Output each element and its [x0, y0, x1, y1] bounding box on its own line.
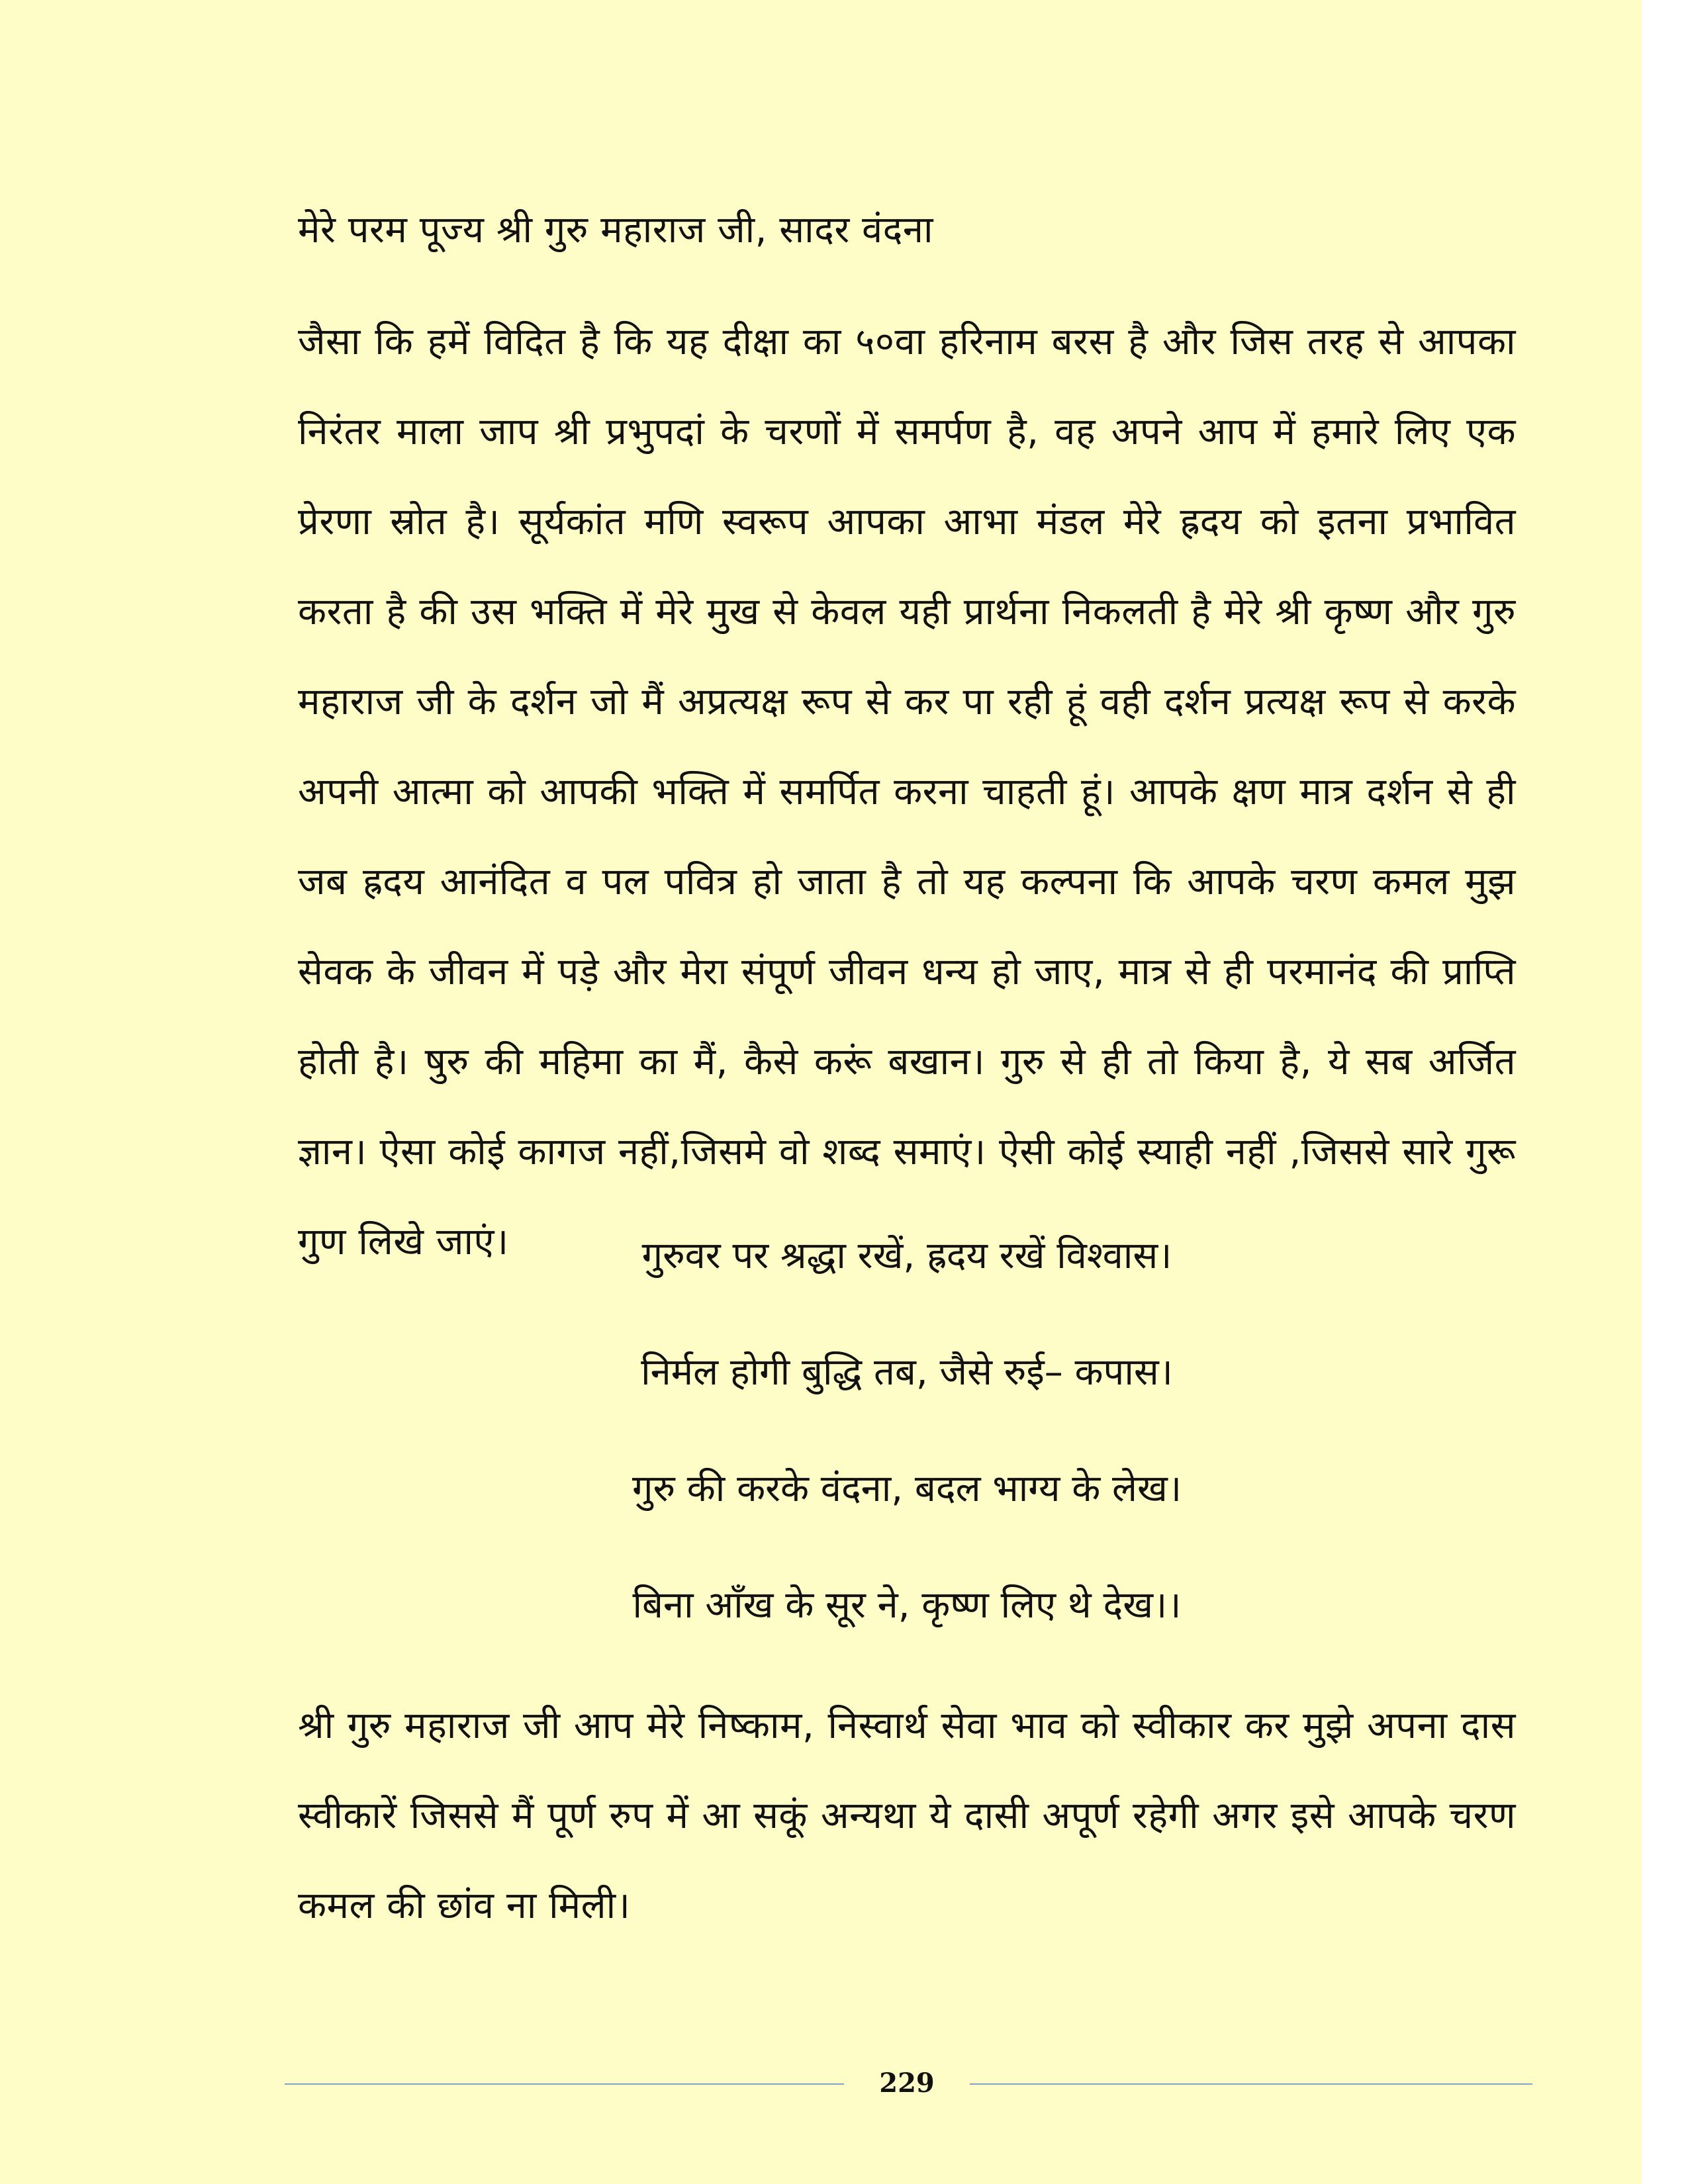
- footer-rule-left: [285, 2083, 844, 2085]
- couplet-line-4: बिना आँख के सूर ने, कृष्ण लिए थे देख।।: [632, 1584, 1182, 1627]
- body-paragraph-2: श्री गुरु महाराज जी आप मेरे निष्काम, निस्वार्थ सेवा भाव को स्वीकार कर मुझे अपना दास स्वीकारें जिससे मैं पूर्ण रुप में आ सकूं अन्यथा ये दासी अपूर्ण रहेगी अगर इसे आपके चरण कमल की छांव ना मिली।: [298, 1704, 1516, 1927]
- salutation: मेरे परम पूज्य श्री गुरु महाराज जी, सादर वंदना: [298, 208, 933, 251]
- footer-rule-right: [970, 2083, 1532, 2085]
- couplet-line-1: गुरुवर पर श्रद्धा रखें, ह्रदय रखें विश्वास।: [641, 1234, 1172, 1277]
- couplet-line-2: निर्मल होगी बुद्धि तब, जैसे रुई– कपास।: [641, 1351, 1173, 1394]
- body-paragraph-1: जैसा कि हमें विदित है कि यह दीक्षा का ५०वा हरिनाम बरस है और जिस तरह से आपका निरंतर माला जाप श्री प्रभुपदां के चरणों में समर्पण है, वह अपने आप में हमारे लिए एक प्रेरणा स्रोत है। सूर्यकांत मणि स्वरूप आपका आभा मंडल मेरे ह्रदय को इतना प्रभावित करता है की उस भक्ति में मेरे मुख से केवल यही प्रार्थना निकलती है मेरे श्री कृष्ण और गुरु महाराज जी के दर्शन जो मैं अप्रत्यक्ष रूप से कर पा रही हूं वही दर्शन प्रत्यक्ष रूप से करके अपनी आत्मा को आपकी भक्ति में समर्पित करना चाहती हूं। आपके क्षण मात्र दर्शन से ही जब ह्रदय आनंदित व पल पवित्र हो जाता है तो यह कल्पना कि आपके चरण कमल मुझ सेवक के जीवन में पड़े और मेरा संपूर्ण जीवन धन्य हो जाए, मात्र से ही परमानंद की प्राप्ति होती है। षुरु की महिमा का मैं, कैसे करूं बखान। गुरु से ही तो किया है, ये सब अर्जित ज्ञान। ऐसा कोई कागज नहीं,जिसमे वो शब्द समाएं। ऐसी कोई स्याही नहीं ,जिससे सारे गुरू गुण लिखे जाएं।: [298, 320, 1516, 1263]
- couplet-line-3: गुरु की करके वंदना, बदल भाग्य के लेख।: [632, 1467, 1182, 1510]
- page-number: 229: [879, 2068, 935, 2099]
